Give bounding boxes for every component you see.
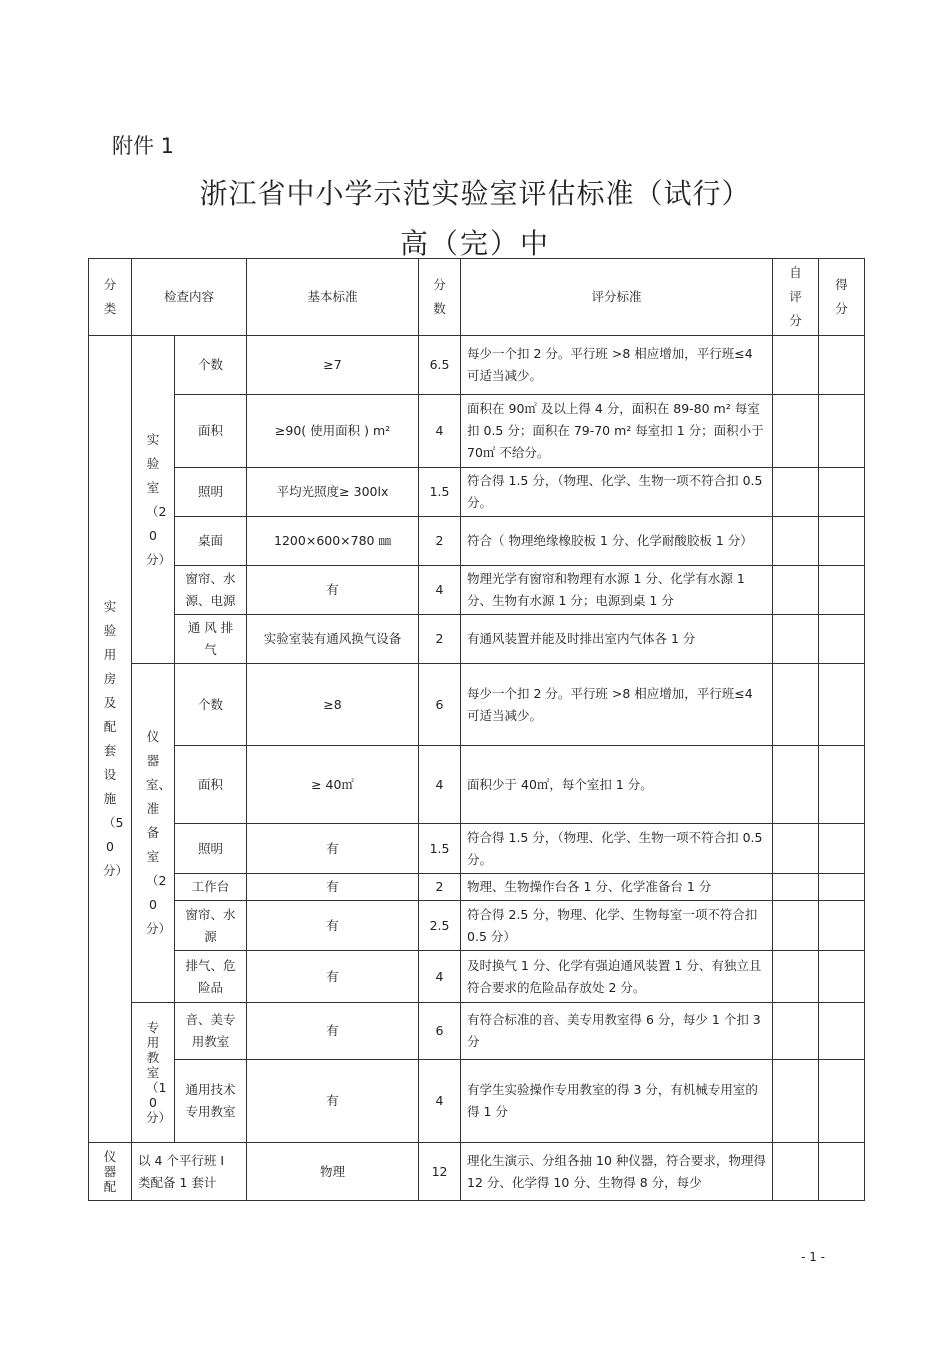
category-cell-2: 仪器配 bbox=[89, 1143, 132, 1201]
table-row bbox=[89, 746, 865, 824]
standard-cell: 有 bbox=[247, 1060, 419, 1143]
standard-cell: ≥8 bbox=[247, 664, 419, 746]
group-lab: 实验室（20分） bbox=[132, 336, 175, 664]
score-cell bbox=[819, 615, 865, 664]
item-cell: 通 风 排 气 bbox=[175, 615, 247, 664]
score-cell bbox=[819, 1143, 865, 1201]
score-cell bbox=[819, 874, 865, 901]
points-cell: 2 bbox=[419, 874, 461, 901]
page-number: - 1 - bbox=[801, 1250, 825, 1264]
score-cell bbox=[819, 1003, 865, 1060]
score-cell bbox=[819, 1060, 865, 1143]
table-row bbox=[89, 874, 865, 901]
points-cell: 4 bbox=[419, 746, 461, 824]
item-cell: 窗帘、水源、电源 bbox=[175, 566, 247, 615]
score-cell bbox=[819, 566, 865, 615]
item-cell: 面积 bbox=[175, 746, 247, 824]
item-cell: 个数 bbox=[175, 336, 247, 395]
item-cell: 照明 bbox=[175, 824, 247, 874]
self-eval-cell bbox=[773, 395, 819, 468]
points-cell: 2 bbox=[419, 615, 461, 664]
header-row bbox=[89, 259, 865, 336]
self-eval-cell bbox=[773, 746, 819, 824]
points-cell: 4 bbox=[419, 1060, 461, 1143]
header-score: 得分 bbox=[819, 259, 865, 336]
self-eval-cell bbox=[773, 1143, 819, 1201]
self-eval-cell bbox=[773, 664, 819, 746]
category-cell: 实验用房及配套设施（50分） bbox=[89, 336, 132, 1143]
criteria-cell: 每少一个扣 2 分。平行班 >8 相应增加，平行班≤4 可适当减少。 bbox=[461, 664, 773, 746]
self-eval-cell bbox=[773, 336, 819, 395]
standard-cell: 有 bbox=[247, 951, 419, 1003]
standard-cell: ≥ 40㎡ bbox=[247, 746, 419, 824]
standard-cell: 有 bbox=[247, 824, 419, 874]
points-cell: 2 bbox=[419, 517, 461, 566]
table-row bbox=[89, 395, 865, 468]
self-eval-cell bbox=[773, 1003, 819, 1060]
standard-cell: ≥7 bbox=[247, 336, 419, 395]
item-cell: 照明 bbox=[175, 468, 247, 517]
standard-cell: 有 bbox=[247, 874, 419, 901]
table-row bbox=[89, 336, 865, 395]
self-eval-cell bbox=[773, 468, 819, 517]
score-cell bbox=[819, 901, 865, 951]
item-cell: 面积 bbox=[175, 395, 247, 468]
table-row bbox=[89, 951, 865, 1003]
table-row bbox=[89, 664, 865, 746]
document-subtitle: 高（完）中 bbox=[399, 227, 550, 260]
table-row bbox=[89, 901, 865, 951]
score-cell bbox=[819, 664, 865, 746]
table-row bbox=[89, 1060, 865, 1143]
criteria-cell: 物理、生物操作台各 1 分、化学准备台 1 分 bbox=[461, 874, 773, 901]
evaluation-table bbox=[88, 258, 865, 1201]
points-cell: 1.5 bbox=[419, 468, 461, 517]
table-row bbox=[89, 1003, 865, 1060]
standard-cell: 有 bbox=[247, 1003, 419, 1060]
item-cell: 排气、危险品 bbox=[175, 951, 247, 1003]
score-cell bbox=[819, 517, 865, 566]
points-cell: 6.5 bbox=[419, 336, 461, 395]
self-eval-cell bbox=[773, 566, 819, 615]
table-row bbox=[89, 824, 865, 874]
header-criteria: 评分标准 bbox=[461, 259, 773, 336]
table-row bbox=[89, 566, 865, 615]
score-cell bbox=[819, 746, 865, 824]
criteria-cell: 有符合标准的音、美专用教室得 6 分，每少 1 个扣 3 分 bbox=[461, 1003, 773, 1060]
points-cell: 4 bbox=[419, 951, 461, 1003]
points-cell: 4 bbox=[419, 566, 461, 615]
standard-cell: 实验室装有通风换气设备 bbox=[247, 615, 419, 664]
criteria-cell: 符合得 2.5 分，物理、化学、生物每室一项不符合扣 0.5 分） bbox=[461, 901, 773, 951]
criteria-cell: 理化生演示、分组各抽 10 种仪器，符合要求，物理得 12 分、化学得 10 分、生物得 8 分，每少 bbox=[461, 1143, 773, 1201]
standard-cell: 1200×600×780 ㎜ bbox=[247, 517, 419, 566]
standard-cell: 物理 bbox=[247, 1143, 419, 1201]
criteria-cell: 有学生实验操作专用教室的得 3 分，有机械专用室的得 1 分 bbox=[461, 1060, 773, 1143]
standard-cell: 有 bbox=[247, 566, 419, 615]
criteria-cell: 符合（ 物理绝缘橡胶板 1 分、化学耐酸胶板 1 分） bbox=[461, 517, 773, 566]
criteria-cell: 符合得 1.5 分，（物理、化学、生物一项不符合扣 0.5 分。 bbox=[461, 468, 773, 517]
content-cell: 以 4 个平行班 I 类配备 1 套计 bbox=[132, 1143, 247, 1201]
criteria-cell: 面积少于 40㎡，每个室扣 1 分。 bbox=[461, 746, 773, 824]
points-cell: 12 bbox=[419, 1143, 461, 1201]
item-cell: 音、美专用教室 bbox=[175, 1003, 247, 1060]
header-category: 分类 bbox=[89, 259, 132, 336]
self-eval-cell bbox=[773, 824, 819, 874]
attachment-label: 附件 1 bbox=[112, 134, 175, 158]
score-cell bbox=[819, 395, 865, 468]
header-points: 分数 bbox=[419, 259, 461, 336]
table-row bbox=[89, 517, 865, 566]
standard-cell: ≥90( 使用面积 ) m² bbox=[247, 395, 419, 468]
document-title: 浙江省中小学示范实验室评估标准（试行） bbox=[199, 177, 751, 210]
header-standard: 基本标准 bbox=[247, 259, 419, 336]
points-cell: 2.5 bbox=[419, 901, 461, 951]
criteria-cell: 每少一个扣 2 分。平行班 >8 相应增加，平行班≤4 可适当减少。 bbox=[461, 336, 773, 395]
self-eval-cell bbox=[773, 874, 819, 901]
standard-cell: 平均光照度≥ 300lx bbox=[247, 468, 419, 517]
criteria-cell: 符合得 1.5 分，（物理、化学、生物一项不符合扣 0.5 分。 bbox=[461, 824, 773, 874]
criteria-cell: 面积在 90㎡ 及以上得 4 分，面积在 89-80 m² 每室扣 0.5 分；面积在 79-70 m² 每室扣 1 分；面积小于 70㎡ 不给分。 bbox=[461, 395, 773, 468]
criteria-cell: 有通风装置并能及时排出室内气体各 1 分 bbox=[461, 615, 773, 664]
standard-cell: 有 bbox=[247, 901, 419, 951]
points-cell: 6 bbox=[419, 664, 461, 746]
item-cell: 工作台 bbox=[175, 874, 247, 901]
table-row bbox=[89, 468, 865, 517]
self-eval-cell bbox=[773, 517, 819, 566]
score-cell bbox=[819, 468, 865, 517]
criteria-cell: 物理光学有窗帘和物理有水源 1 分、化学有水源 1 分、生物有水源 1 分；电源到桌 1 分 bbox=[461, 566, 773, 615]
score-cell bbox=[819, 336, 865, 395]
header-content: 检查内容 bbox=[132, 259, 247, 336]
self-eval-cell bbox=[773, 615, 819, 664]
item-cell: 通用技术专用教室 bbox=[175, 1060, 247, 1143]
score-cell bbox=[819, 951, 865, 1003]
score-cell bbox=[819, 824, 865, 874]
group-instrument: 仪器室、准备室（20分） bbox=[132, 664, 175, 1003]
points-cell: 6 bbox=[419, 1003, 461, 1060]
self-eval-cell bbox=[773, 1060, 819, 1143]
group-special: 专用教室（10分） bbox=[132, 1003, 175, 1143]
item-cell: 个数 bbox=[175, 664, 247, 746]
table-row bbox=[89, 615, 865, 664]
item-cell: 窗帘、水源 bbox=[175, 901, 247, 951]
criteria-cell: 及时换气 1 分、化学有强迫通风装置 1 分、有独立且符合要求的危险品存放处 2 分。 bbox=[461, 951, 773, 1003]
points-cell: 4 bbox=[419, 395, 461, 468]
self-eval-cell bbox=[773, 901, 819, 951]
self-eval-cell bbox=[773, 951, 819, 1003]
item-cell: 桌面 bbox=[175, 517, 247, 566]
points-cell: 1.5 bbox=[419, 824, 461, 874]
table-row bbox=[89, 1143, 865, 1201]
header-self-eval: 自评分 bbox=[773, 259, 819, 336]
